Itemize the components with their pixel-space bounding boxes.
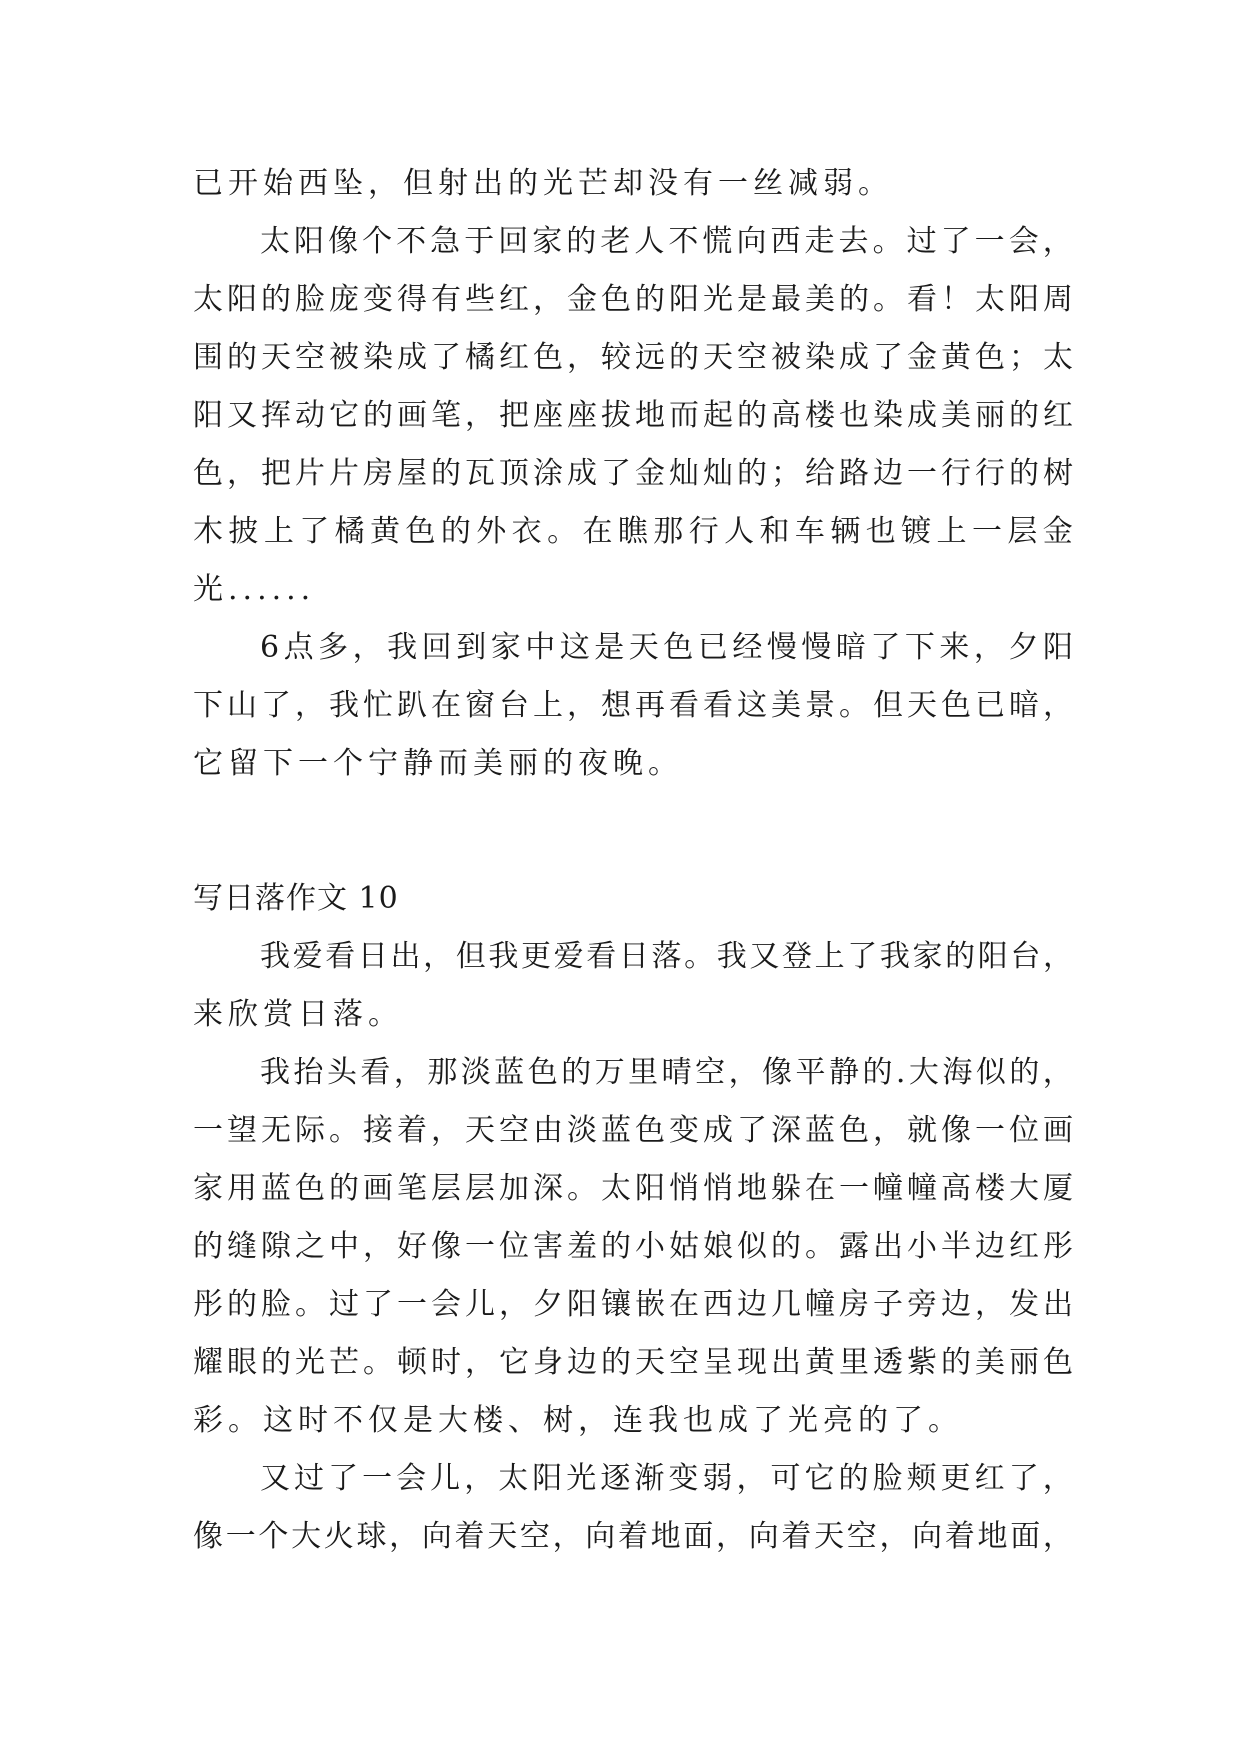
- justified-text: 阳 又 挥 动 它 的 画 笔 ， 把 座 座 拔 地 而 起 的 高 楼 也 染 成 美 丽 的 红: [193, 398, 1073, 433]
- text-line: 彩。这时不仅是大楼、树，连我也成了光亮的了。: [193, 1403, 963, 1438]
- text-line: [193, 1218, 1073, 1276]
- justified-text: 围 的 天 空 被 染 成 了 橘 红 色 ， 较 远 的 天 空 被 染 成 了 金 黄 色 ； 太: [193, 340, 1073, 375]
- text-line: [193, 1276, 1073, 1334]
- text-line: [193, 1102, 1073, 1160]
- text-line: [193, 213, 1073, 271]
- text-line: [193, 503, 1073, 561]
- text-line: [193, 445, 1073, 503]
- paragraph-gap: [193, 793, 1073, 870]
- text-line: [193, 677, 1073, 735]
- text-line: [193, 1508, 1073, 1566]
- text-line: [193, 928, 1073, 986]
- justified-text: 又 过 了 一 会 儿 ， 太 阳 光 逐 渐 变 弱 ， 可 它 的 脸 颊 更 红 了 ，: [260, 1461, 1073, 1496]
- text-line: 来欣赏日落。: [193, 997, 403, 1032]
- justified-text: 一 望 无 际 。 接 着 ， 天 空 由 淡 蓝 色 变 成 了 深 蓝 色 ， 就 像 一 位 画: [193, 1113, 1073, 1148]
- document-body: [193, 155, 1073, 1566]
- text-line: 已开始西坠，但射出的光芒却没有一丝减弱。: [193, 166, 893, 201]
- text-line: 光......: [193, 572, 316, 607]
- justified-text: 6 点 多 ， 我 回 到 家 中 这 是 天 色 已 经 慢 慢 暗 了 下 来 ， 夕 阳: [260, 630, 1073, 665]
- justified-text: 我 爱 看 日 出 ， 但 我 更 爱 看 日 落 。 我 又 登 上 了 我 家 的 阳 台 ，: [260, 939, 1073, 974]
- justified-text: 太 阳 的 脸 庞 变 得 有 些 红 ， 金 色 的 阳 光 是 最 美 的 。 看 ！ 太 阳 周: [193, 282, 1073, 317]
- text-line: [193, 1044, 1073, 1102]
- text-line: [193, 1334, 1073, 1392]
- text-line: 它留下一个宁静而美丽的夜晚。: [193, 746, 683, 781]
- text-line: [193, 271, 1073, 329]
- justified-text: 彤 的 脸 。 过 了 一 会 儿 ， 夕 阳 镶 嵌 在 西 边 几 幢 房 子 旁 边 ， 发 出: [193, 1287, 1073, 1322]
- justified-text: 木 披 上 了 橘 黄 色 的 外 衣 。 在 瞧 那 行 人 和 车 辆 也 镀 上 一 层 金: [193, 514, 1073, 549]
- justified-text: 我 抬 头 看 ， 那 淡 蓝 色 的 万 里 晴 空 ， 像 平 静 的 . 大 海 似 的 ，: [260, 1055, 1073, 1090]
- justified-text: 像 一 个 大 火 球 ， 向 着 天 空 ， 向 着 地 面 ， 向 着 天 空 ， 向 着 地 面 ，: [193, 1519, 1073, 1554]
- justified-text: 色 ， 把 片 片 房 屋 的 瓦 顶 涂 成 了 金 灿 灿 的 ； 给 路 边 一 行 行 的 树: [193, 456, 1073, 491]
- text-line: [193, 329, 1073, 387]
- justified-text: 太 阳 像 个 不 急 于 回 家 的 老 人 不 慌 向 西 走 去 。 过 了 一 会 ，: [260, 224, 1073, 259]
- justified-text: 家 用 蓝 色 的 画 笔 层 层 加 深 。 太 阳 悄 悄 地 躲 在 一 幢 幢 高 楼 大 厦: [193, 1171, 1073, 1206]
- justified-text: 的 缝 隙 之 中 ， 好 像 一 位 害 羞 的 小 姑 娘 似 的 。 露 出 小 半 边 红 彤: [193, 1229, 1073, 1264]
- justified-text: 下 山 了 ， 我 忙 趴 在 窗 台 上 ， 想 再 看 看 这 美 景 。 但 天 色 已 暗 ，: [193, 688, 1073, 723]
- justified-text: 耀 眼 的 光 芒 。 顿 时 ， 它 身 边 的 天 空 呈 现 出 黄 里 透 紫 的 美 丽 色: [193, 1345, 1073, 1380]
- section-heading: 写日落作文 10: [193, 881, 399, 916]
- text-line: [193, 619, 1073, 677]
- text-line: [193, 1450, 1073, 1508]
- text-line: [193, 1160, 1073, 1218]
- text-line: [193, 387, 1073, 445]
